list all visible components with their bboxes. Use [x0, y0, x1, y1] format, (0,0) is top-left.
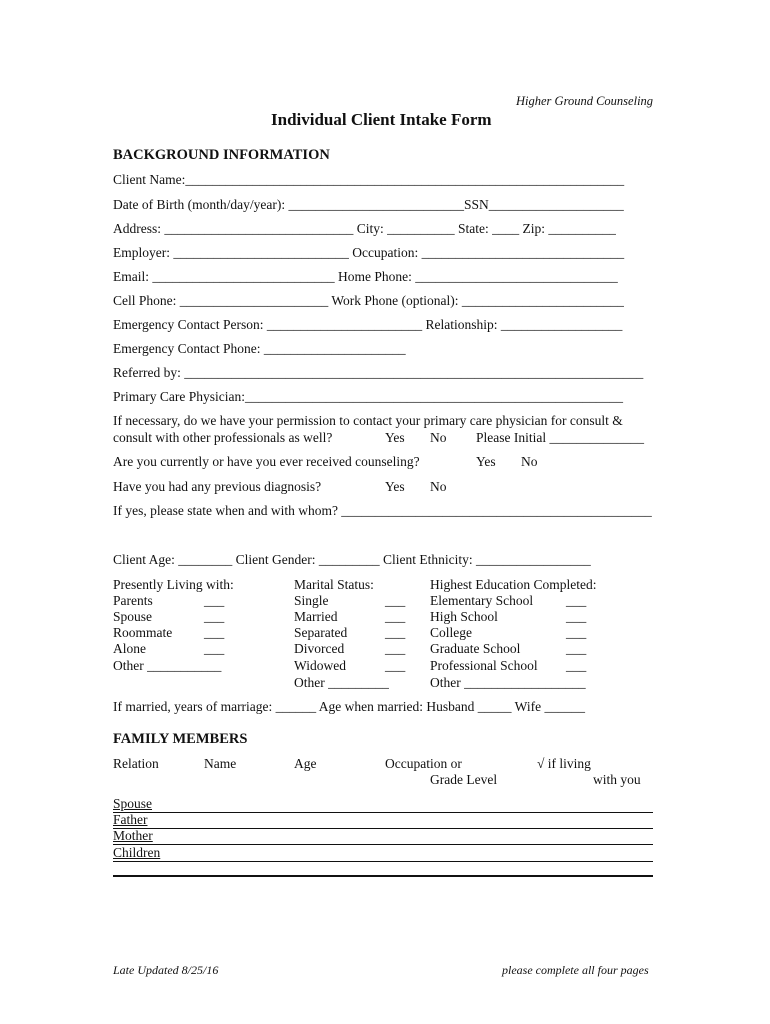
please-initial-field[interactable]: Please Initial ______________ — [476, 430, 644, 445]
section-heading-background: BACKGROUND INFORMATION — [113, 147, 330, 163]
cell-phone-field[interactable]: Cell Phone: ______________________ Work Phone (optional): ________________________ — [113, 293, 624, 308]
col-header-grade-level: Grade Level — [430, 772, 498, 787]
age-gender-ethnicity-field[interactable]: Client Age: ________ Client Gender: _________ Client Ethnicity: _________________ — [113, 552, 591, 567]
emergency-contact-field[interactable]: Emergency Contact Person: _______________________ Relationship: __________________ — [113, 317, 623, 332]
dob-ssn-field[interactable]: Date of Birth (month/day/year): __________________________SSN____________________ — [113, 197, 624, 212]
section-heading-family: FAMILY MEMBERS — [113, 731, 248, 747]
col-header-name: Name — [204, 756, 237, 771]
col-header-with-you: with you — [593, 772, 641, 787]
education-other-field[interactable]: Other __________________ — [430, 675, 586, 690]
education-graduate-blank[interactable]: ___ — [566, 641, 587, 656]
col-header-relation: Relation — [113, 756, 159, 771]
client-name-field[interactable]: Client Name:_________________________________________________________________ — [113, 172, 625, 187]
living-item-parents: Parents — [113, 593, 153, 608]
marital-item-separated: Separated — [294, 625, 348, 640]
living-item-alone: Alone — [113, 641, 146, 656]
if-yes-field[interactable]: If yes, please state when and with whom? ______________________________________________ — [113, 503, 652, 518]
physician-field[interactable]: Primary Care Physician:________________________________________________________ — [113, 389, 623, 404]
education-college-blank[interactable]: ___ — [566, 625, 587, 640]
footer-note: please complete all four pages — [502, 963, 649, 977]
family-row-spouse-label: Spouse — [113, 796, 153, 811]
family-row-children-line[interactable] — [113, 861, 653, 862]
permission-question-line2: consult with other professionals as well? — [113, 430, 333, 445]
counseling-no-option[interactable]: No — [521, 454, 538, 469]
marital-item-widowed: Widowed — [294, 658, 346, 673]
counseling-question: Are you currently or have you ever received counseling? — [113, 454, 420, 469]
education-item-professional: Professional School — [430, 658, 538, 673]
living-item-roommate: Roommate — [113, 625, 173, 640]
employer-field[interactable]: Employer: __________________________ Occupation: ______________________________ — [113, 245, 625, 260]
address-field[interactable]: Address: ____________________________ City: __________ State: ____ Zip: __________ — [113, 221, 616, 236]
diagnosis-yes-option[interactable]: Yes — [385, 479, 405, 494]
living-other-field[interactable]: Other ___________ — [113, 658, 222, 673]
education-item-elementary: Elementary School — [430, 593, 534, 608]
marital-item-divorced: Divorced — [294, 641, 345, 656]
footer-updated: Late Updated 8/25/16 — [113, 963, 219, 977]
years-of-marriage-field[interactable]: If married, years of marriage: ______ Age when married: Husband _____ Wife ______ — [113, 699, 585, 714]
marital-married-blank[interactable]: ___ — [385, 609, 406, 624]
emergency-phone-field[interactable]: Emergency Contact Phone: _____________________ — [113, 341, 406, 356]
marital-single-blank[interactable]: ___ — [385, 593, 406, 608]
living-spouse-blank[interactable]: ___ — [204, 609, 225, 624]
marital-heading: Marital Status: — [294, 577, 374, 592]
family-extra-line[interactable] — [113, 875, 653, 877]
education-item-college: College — [430, 625, 472, 640]
education-elementary-blank[interactable]: ___ — [566, 593, 587, 608]
marital-widowed-blank[interactable]: ___ — [385, 658, 406, 673]
living-item-spouse: Spouse — [113, 609, 153, 624]
marital-item-single: Single — [294, 593, 329, 608]
col-header-occupation: Occupation or — [385, 756, 462, 771]
permission-no-option[interactable]: No — [430, 430, 447, 445]
living-parents-blank[interactable]: ___ — [204, 593, 225, 608]
living-roommate-blank[interactable]: ___ — [204, 625, 225, 640]
marital-separated-blank[interactable]: ___ — [385, 625, 406, 640]
marital-other-field[interactable]: Other _________ — [294, 675, 389, 690]
diagnosis-question: Have you had any previous diagnosis? — [113, 479, 322, 494]
education-high-school-blank[interactable]: ___ — [566, 609, 587, 624]
org-name: Higher Ground Counseling — [516, 94, 654, 108]
col-header-living: √ if living — [537, 756, 591, 771]
col-header-age: Age — [294, 756, 317, 771]
family-row-father-label: Father — [113, 812, 148, 827]
family-row-children-label: Children — [113, 845, 161, 860]
counseling-yes-option[interactable]: Yes — [476, 454, 496, 469]
diagnosis-no-option[interactable]: No — [430, 479, 447, 494]
email-field[interactable]: Email: ___________________________ Home Phone: ______________________________ — [113, 269, 618, 284]
marital-divorced-blank[interactable]: ___ — [385, 641, 406, 656]
form-title: Individual Client Intake Form — [271, 110, 492, 129]
living-heading: Presently Living with: — [113, 577, 234, 592]
family-row-spouse-line[interactable] — [113, 812, 653, 813]
education-professional-blank[interactable]: ___ — [566, 658, 587, 673]
marital-item-married: Married — [294, 609, 338, 624]
education-item-graduate: Graduate School — [430, 641, 521, 656]
permission-yes-option[interactable]: Yes — [385, 430, 405, 445]
referred-by-field[interactable]: Referred by: ____________________________________________________________________ — [113, 365, 644, 380]
family-row-mother-line[interactable] — [113, 844, 653, 845]
education-heading: Highest Education Completed: — [430, 577, 597, 592]
education-item-high-school: High School — [430, 609, 498, 624]
family-row-mother-label: Mother — [113, 828, 153, 843]
living-alone-blank[interactable]: ___ — [204, 641, 225, 656]
permission-question-line1: If necessary, do we have your permission to contact your primary care physician for consult & — [113, 413, 623, 428]
family-row-father-line[interactable] — [113, 828, 653, 829]
